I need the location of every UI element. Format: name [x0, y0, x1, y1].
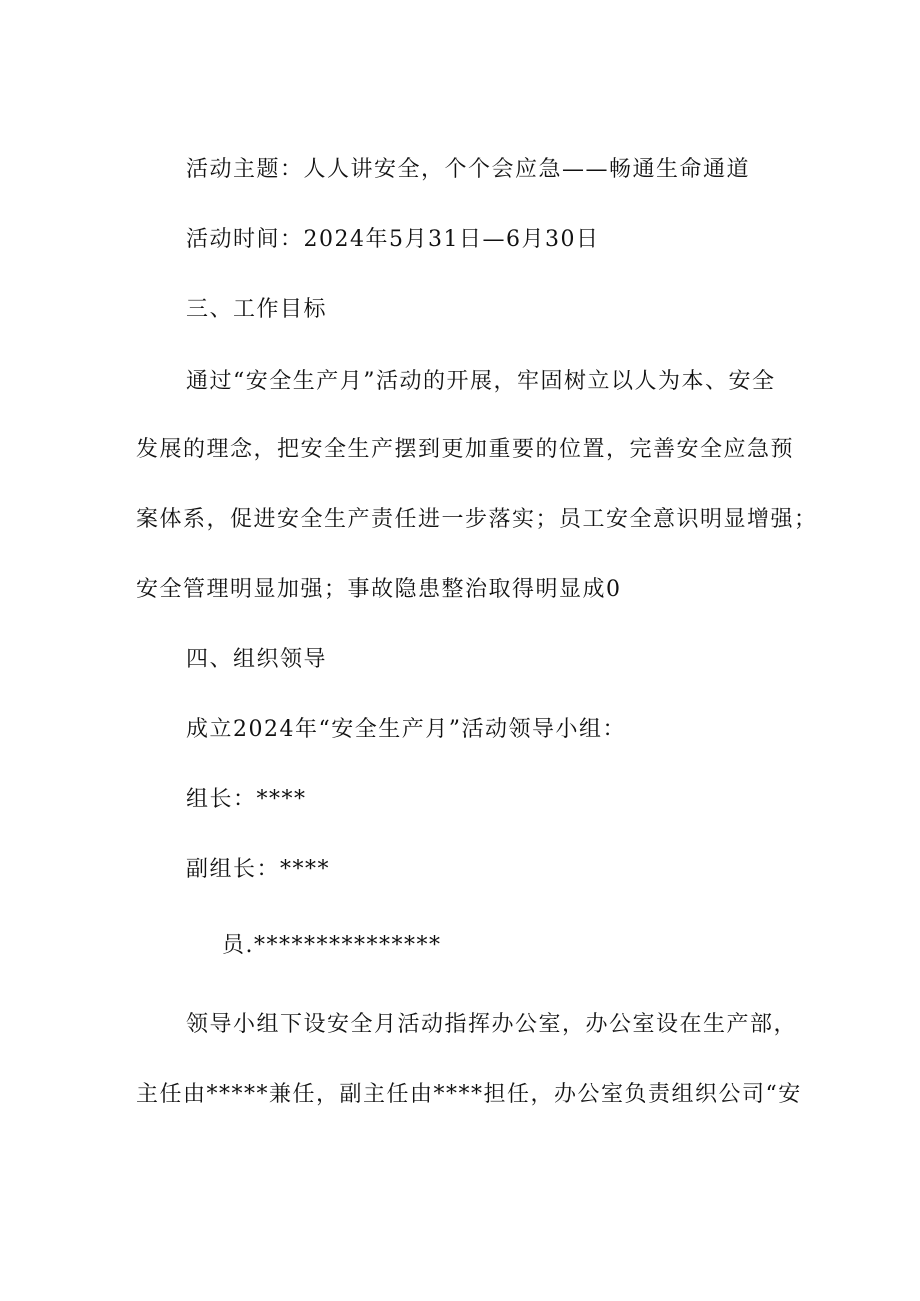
activity-theme: 活动主题：人人讲安全，个个会应急——畅通生命通道 [186, 157, 751, 182]
group-members: 员.*************** [222, 933, 442, 958]
activity-time: 活动时间：2024年5月31日—6月30日 [186, 227, 600, 252]
goals-paragraph-line-2: 发展的理念，把安全生产摆到更加重要的位置，完善安全应急预 [136, 437, 795, 462]
section-heading-organization: 四、组织领导 [186, 647, 328, 672]
group-leader: 组长：**** [186, 787, 307, 812]
goals-paragraph-line-3: 案体系，促进安全生产责任进一步落实；员工安全意识明显增强； [136, 507, 818, 532]
command-office-paragraph-line-1: 领导小组下设安全月活动指挥办公室，办公室设在生产部， [186, 1012, 798, 1037]
section-heading-work-goals: 三、工作目标 [186, 297, 328, 322]
goals-paragraph-line-1: 通过“安全生产月”活动的开展，牢固树立以人为本、安全 [186, 369, 776, 394]
deputy-group-leader: 副组长：**** [186, 857, 331, 882]
goals-paragraph-line-4: 安全管理明显加强；事故隐患整治取得明显成0 [136, 577, 622, 602]
leadership-group-intro: 成立2024年“安全生产月”活动领导小组： [186, 717, 626, 742]
command-office-paragraph-line-2: 主任由*****兼任，副主任由****担任，办公室负责组织公司“安 [136, 1082, 802, 1107]
